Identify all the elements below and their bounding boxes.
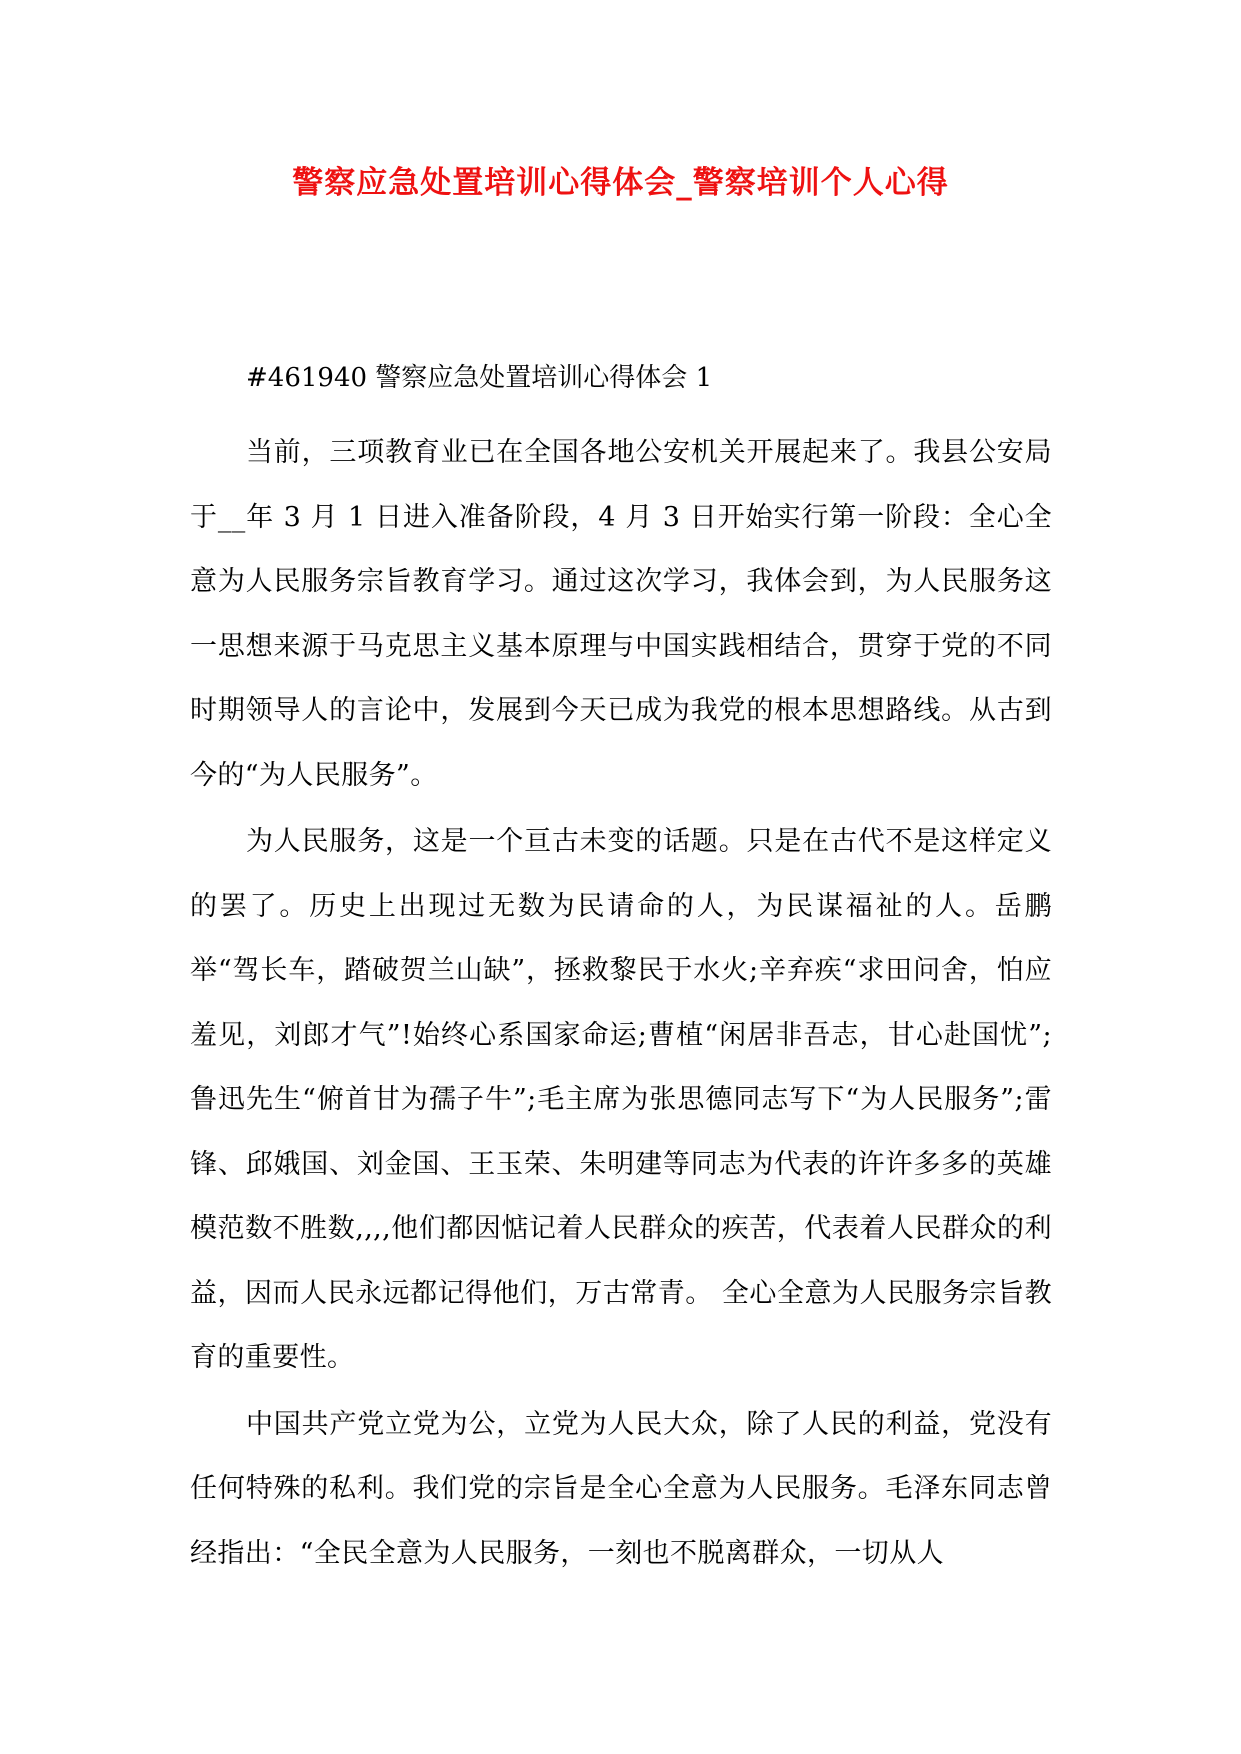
body-paragraph-3: 中国共产党立党为公，立党为人民大众，除了人民的利益，党没有任何特殊的私利。我们党的宗旨是全心全意为人民服务。毛泽东同志曾经指出：“全民全意为人民服务，一刻也不脱离群众，一切从人	[190, 1408, 1052, 1569]
document-title: 警察应急处置培训心得体会_警察培训个人心得	[292, 165, 949, 201]
body-paragraph-2: 为人民服务，这是一个亘古未变的话题。只是在古代不是这样定义的罢了。历史上出现过无数为民请命的人，为民谋福祉的人。岳鹏举“驾长车，踏破贺兰山缺”，拯救黎民于水火;辛弃疾“求田问舍，怕应羞见，刘郎才气”!始终心系国家命运;曹植“闲居非吾志，甘心赴国忧”;鲁迅先生“俯首甘为孺子牛”;毛主席为张思德同志写下“为人民服务”;雷锋、邱娥国、刘金国、王玉荣、朱明建等同志为代表的许许多多的英雄模范数不胜数,,,,他们都因惦记着人民群众的疾苦，代表着人民群众的利益，因而人民永远都记得他们，万古常青。 全心全意为人民服务宗旨教育的重要性。	[190, 826, 1052, 1373]
document-body	[190, 355, 1052, 1586]
section-subheading: #461940 警察应急处置培训心得体会 1	[246, 363, 713, 393]
body-paragraph-1: 当前，三项教育业已在全国各地公安机关开展起来了。我县公安局于__年 3 月 1 日进入准备阶段，4 月 3 日开始实行第一阶段：全心全意为人民服务宗旨教育学习。通过这次学习，我体会到，为人民服务这一思想来源于马克思主义基本原理与中国实践相结合，贯穿于党的不同时期领导人的言论中，发展到今天已成为我党的根本思想路线。从古到今的“为人民服务”。	[190, 437, 1052, 791]
